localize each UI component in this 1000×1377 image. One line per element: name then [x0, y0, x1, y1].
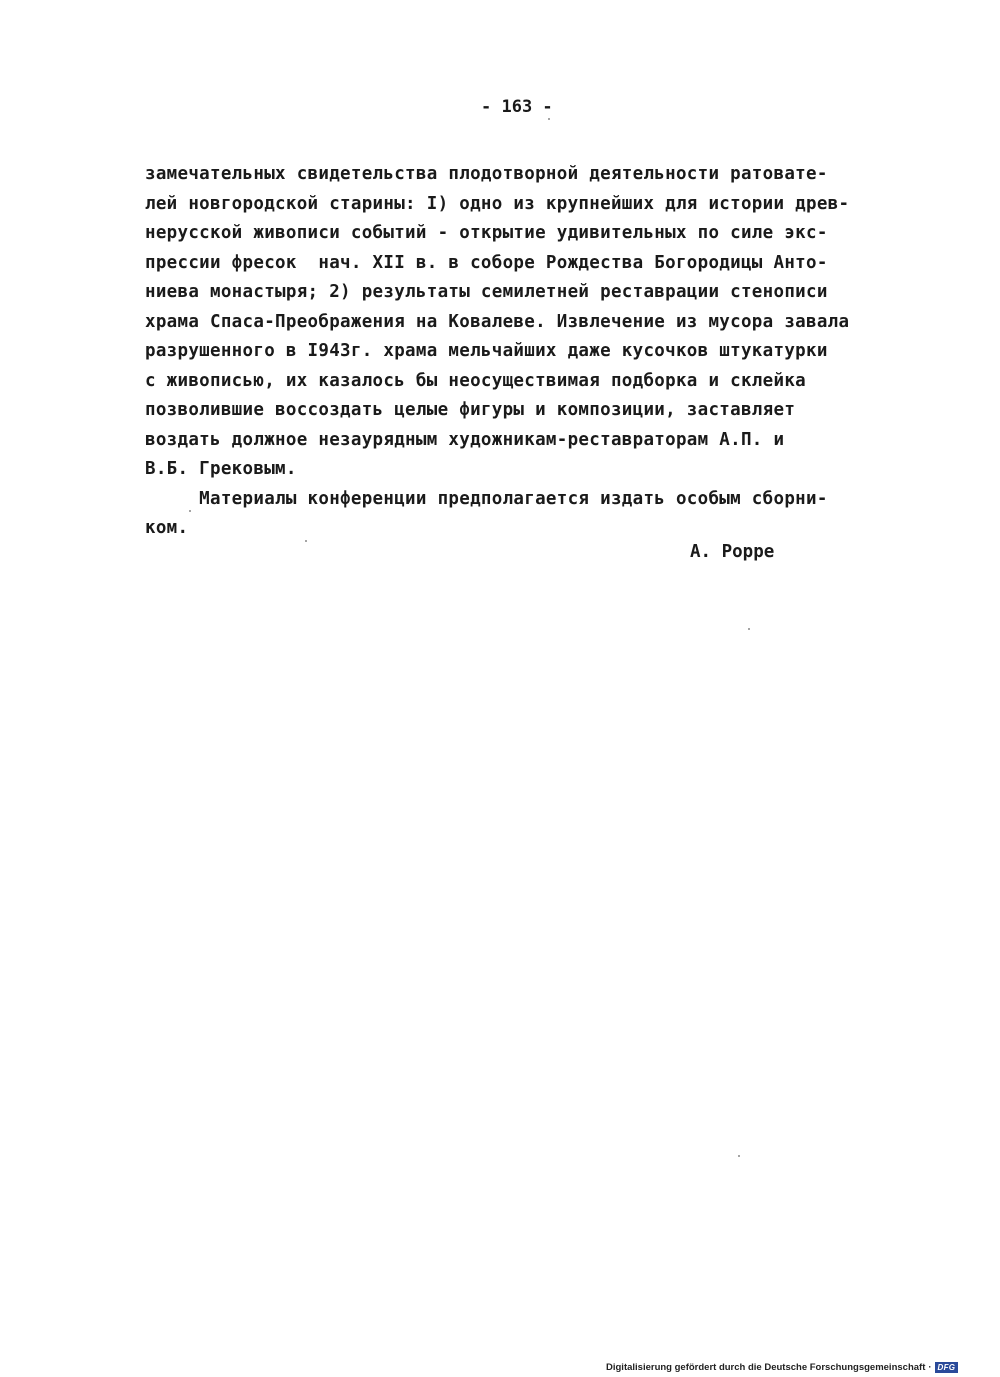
text-line: нерусской живописи событий - открытие удивительных по силе экс-	[145, 223, 828, 243]
text-line: замечательных свидетельства плодотворной деятельности ратовате-	[145, 164, 828, 184]
scan-speck	[738, 1155, 740, 1157]
text-line: Материалы конференции предполагается издать особым сборни-	[145, 488, 828, 509]
scan-speck	[548, 118, 550, 120]
text-line: храма Спаса-Преображения на Ковалеве. Извлечение из мусора завала	[145, 311, 850, 332]
text-line: прессии фресок нач. XII в. в соборе Рождества Богородицы Анто-	[145, 252, 828, 273]
footer-text: Digitalisierung gefördert durch die Deutsche Forschungsgemeinschaft	[606, 1362, 926, 1373]
text-line: ком.	[145, 518, 189, 538]
footer-dot: ·	[928, 1362, 932, 1373]
scan-speck	[748, 628, 750, 630]
text-line: с живописью, их казалось бы неосуществимая подборка и склейка	[145, 370, 806, 391]
text-line: В.Б. Грековым.	[145, 459, 297, 479]
text-line: воздать должное незаурядным художникам-реставраторам А.П. и	[145, 429, 785, 450]
scan-speck	[189, 510, 191, 512]
dfg-logo-icon: DFG	[935, 1362, 959, 1373]
text-line: ниева монастыря; 2) результаты семилетней реставрации стенописи	[145, 282, 828, 302]
scan-speck	[305, 540, 307, 542]
text-line: позволившие воссоздать целые фигуры и композиции, заставляет	[145, 400, 796, 420]
text-line: разрушенного в I943г. храма мельчайших даже кусочков штукатурки	[145, 341, 828, 361]
text-line: лей новгородской старины: I) одно из крупнейших для истории древ-	[145, 193, 850, 214]
digitization-credit	[606, 1362, 958, 1373]
page-number: - 163 -	[481, 97, 553, 117]
author-signature: А. Рорре	[690, 542, 775, 562]
body-text	[145, 160, 935, 544]
